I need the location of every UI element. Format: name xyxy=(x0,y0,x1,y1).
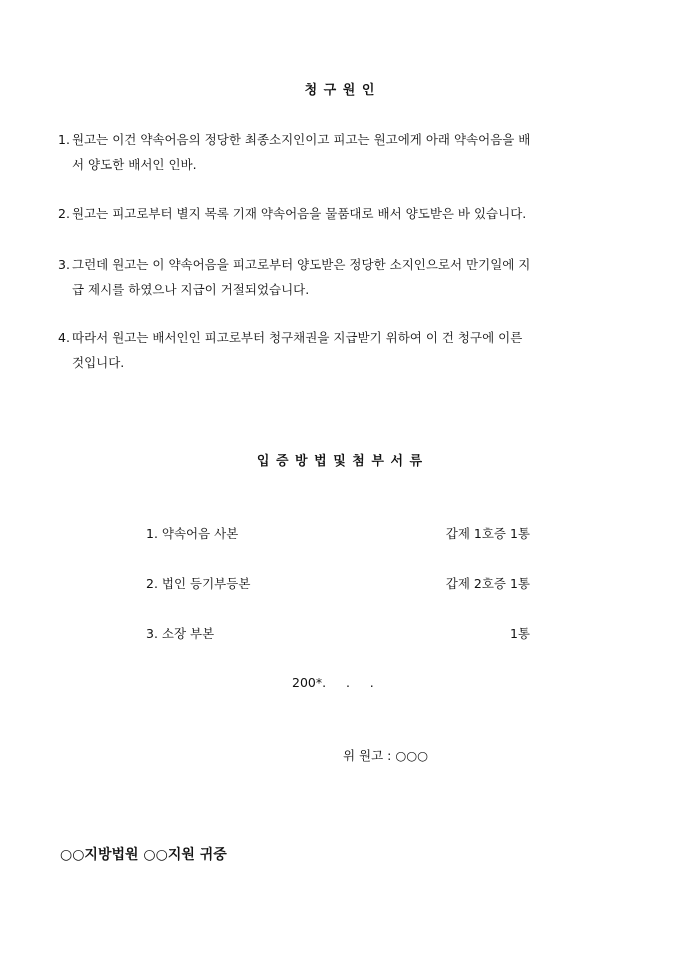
cause-item-3 xyxy=(58,252,623,302)
cause-item-text-continued: 것입니다. xyxy=(72,355,125,370)
evidence-code: 갑제 1호증 1통 xyxy=(445,526,530,541)
evidence-item-3 xyxy=(146,624,530,644)
evidence-label: 2. 법인 등기부등본 xyxy=(146,576,251,591)
cause-item-text-continued: 서 양도한 배서인 인바. xyxy=(72,157,197,172)
evidence-code: 갑제 2호증 1통 xyxy=(445,576,530,591)
evidence-label: 3. 소장 부본 xyxy=(146,626,215,641)
cause-item-text: 따라서 원고는 배서인인 피고로부터 청구채권을 지급받기 위하여 이 건 청구에 이른 xyxy=(72,330,523,345)
cause-item-2 xyxy=(58,201,623,226)
cause-item-4 xyxy=(58,325,623,375)
filing-date: 200*. . . xyxy=(292,675,374,690)
evidence-item-1 xyxy=(146,524,530,544)
cause-item-text: 그런데 원고는 이 약속어음을 피고로부터 양도받은 정당한 소지인으로서 만기일에 지 xyxy=(72,257,531,272)
cause-title: 청 구 원 인 xyxy=(304,83,376,98)
cause-item-text-continued: 급 제시를 하였으나 지급이 거절되었습니다. xyxy=(72,282,310,297)
cause-item-1 xyxy=(58,127,623,177)
cause-item-text: 원고는 이건 약속어음의 정당한 최종소지인이고 피고는 원고에게 아래 약속어음을 배 xyxy=(72,132,531,147)
evidence-title: 입 증 방 법 및 첨 부 서 류 xyxy=(256,454,424,469)
evidence-code: 1통 xyxy=(509,626,530,641)
evidence-item-2 xyxy=(146,574,530,594)
cause-item-number: 3. xyxy=(58,257,70,272)
court-addressee: ○○지방법원 ○○지원 귀중 xyxy=(60,847,227,863)
plaintiff-signature: 위 원고 : ○○○ xyxy=(343,748,429,763)
cause-item-number: 2. xyxy=(58,206,70,221)
cause-item-text: 원고는 피고로부터 별지 목록 기재 약속어음을 물품대로 배서 양도받은 바 있습니다. xyxy=(72,206,527,221)
evidence-label: 1. 약속어음 사본 xyxy=(146,526,239,541)
cause-item-number: 1. xyxy=(58,132,70,147)
cause-item-number: 4. xyxy=(58,330,70,345)
